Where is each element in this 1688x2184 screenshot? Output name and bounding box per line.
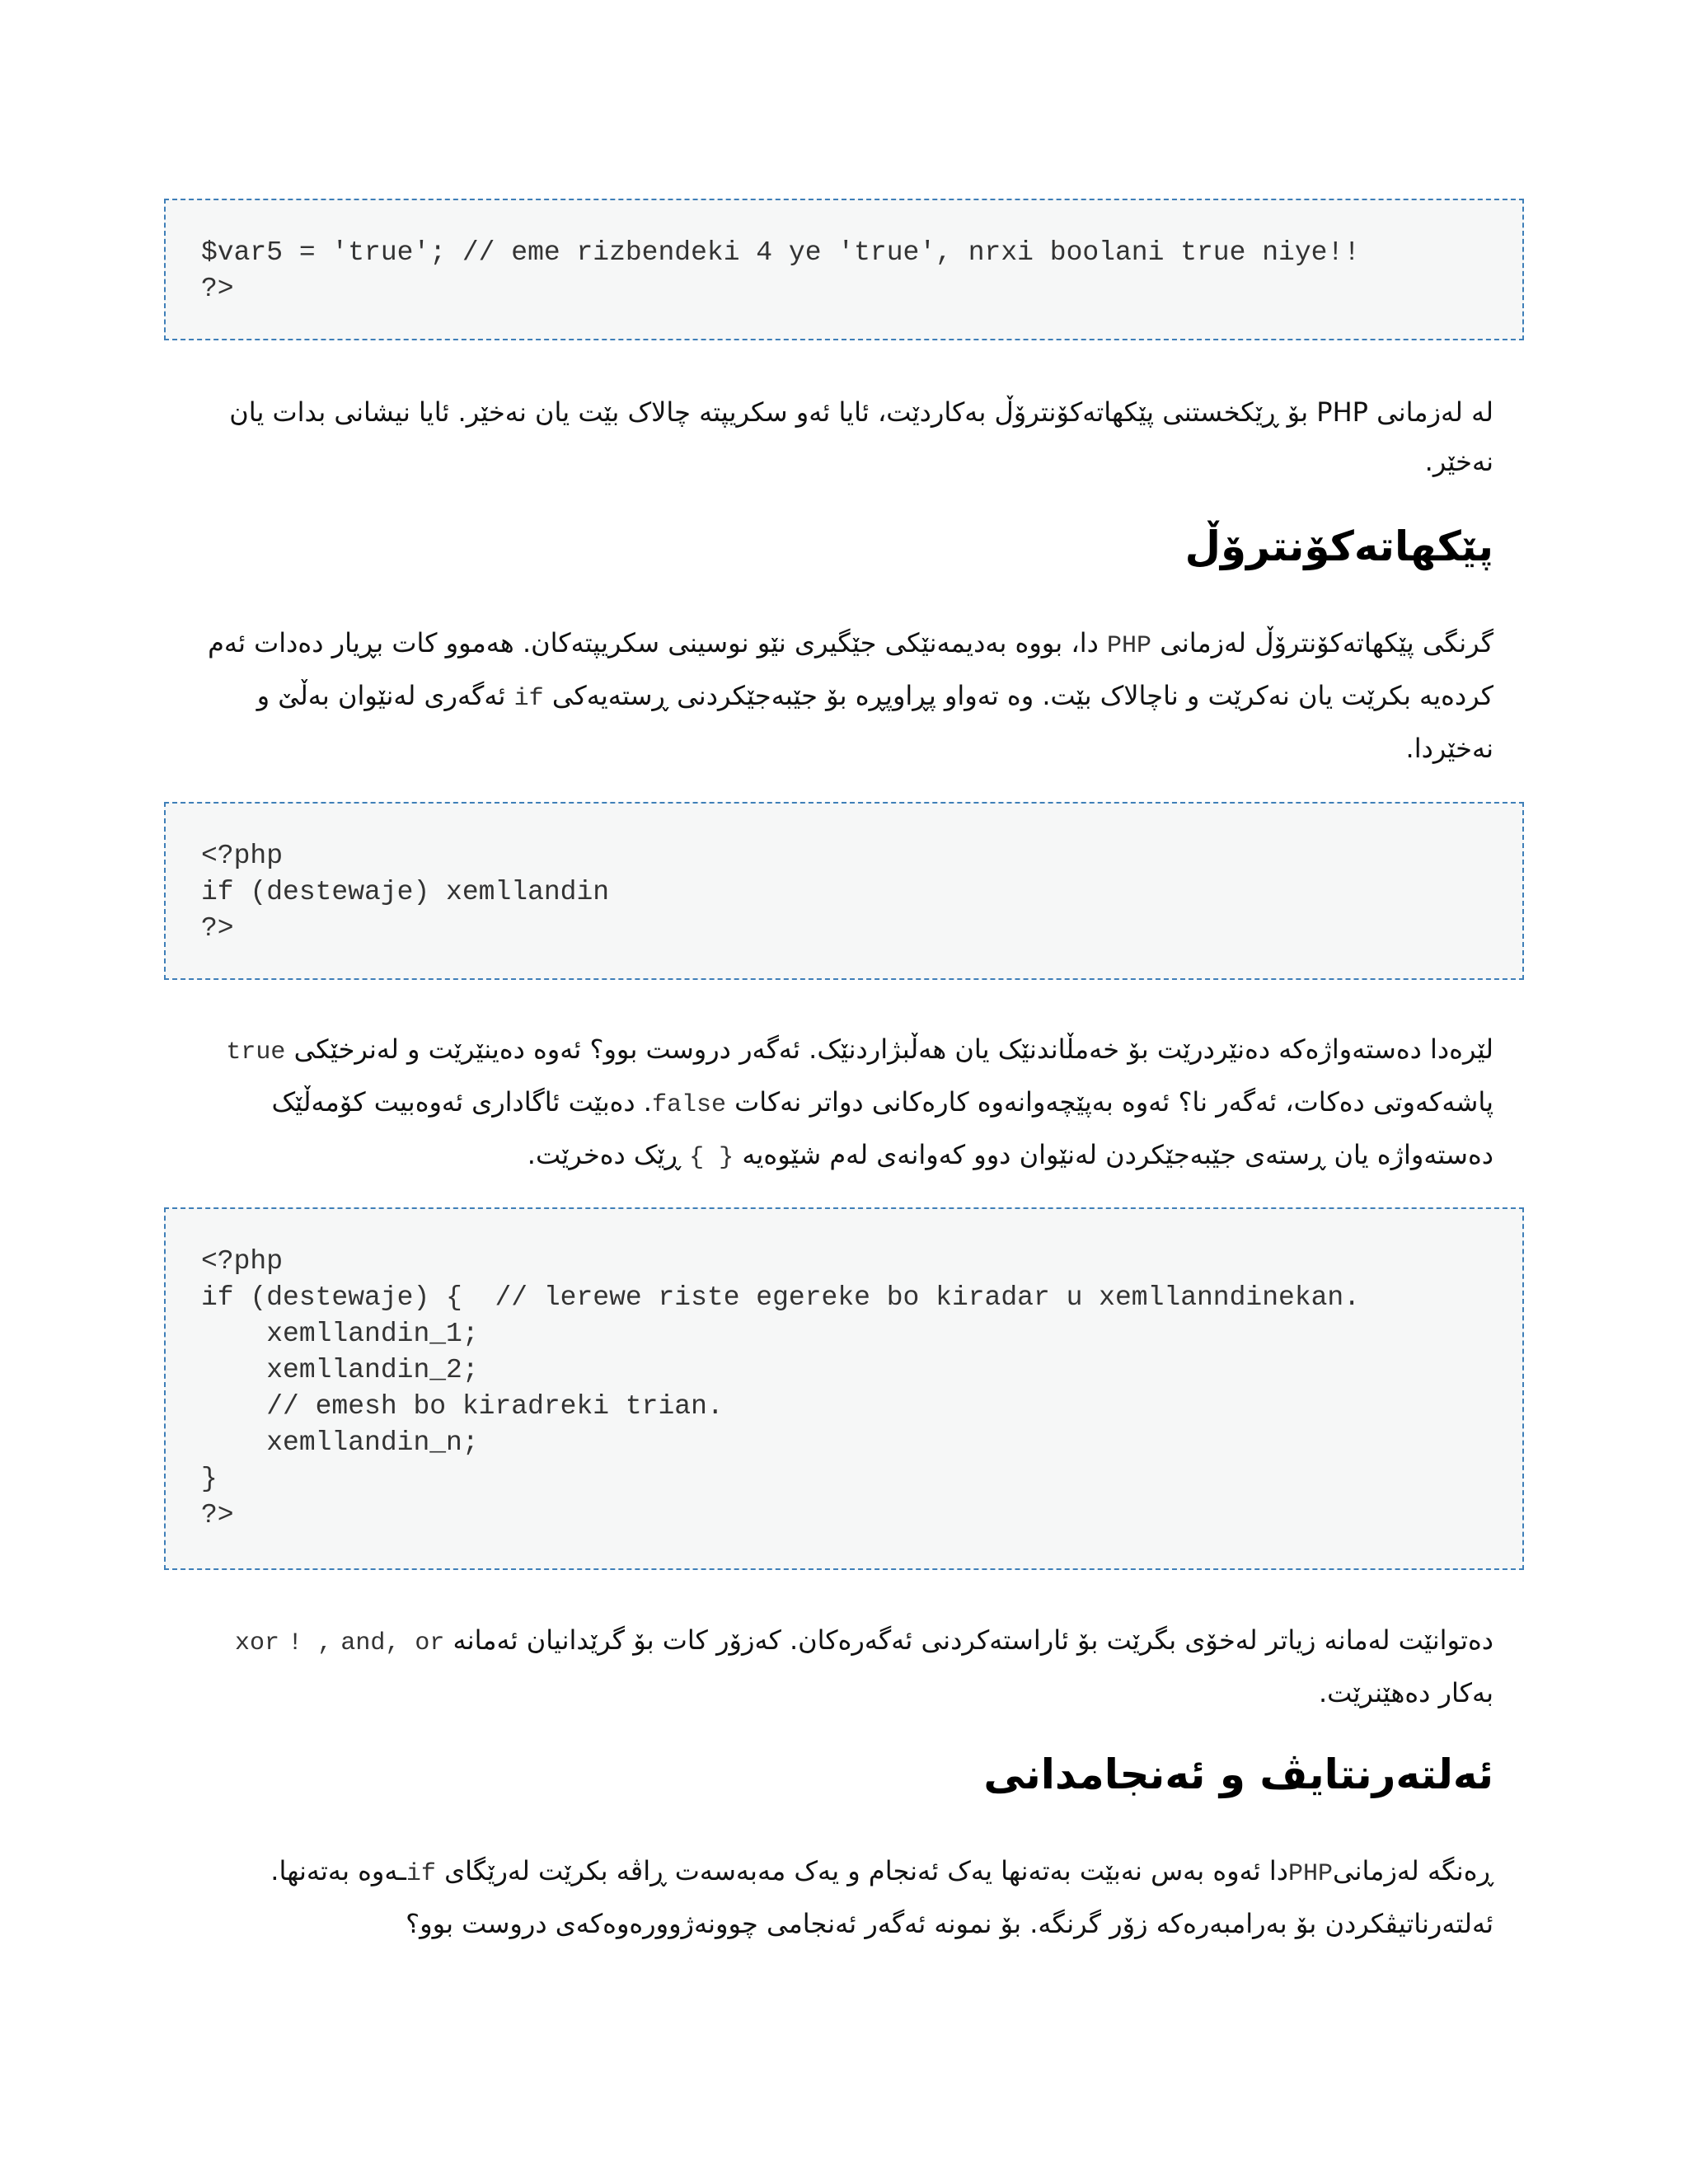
code-line: } — [201, 1464, 218, 1494]
inline-code: if — [406, 1860, 436, 1888]
code-line: if (destewaje) { // lerewe riste egereke bo kiradar u xemllanndinekan. — [201, 1282, 1361, 1313]
code-line: <?php — [201, 841, 284, 871]
code-line: xemllandin_n; — [201, 1427, 479, 1458]
code-line: xemllandin_1; — [201, 1319, 479, 1349]
paragraph-text: بەکار دەهێنرێت. — [1318, 1677, 1493, 1708]
inline-code: if — [513, 685, 544, 713]
paragraph-text: . دەبێت ئاگاداری ئەوەبیت کۆمەڵێک دەستەواژە یان ڕستەی جێبەجێکردن لەنێوان دوو کەوانەی لەم شێوەیە — [271, 1086, 1493, 1170]
paragraph-text: دەتوانێت لەمانە زیاتر لەخۆی بگرێت بۆ ئاراستەکردنی ئەگەرەکان. کەزۆر کات بۆ گرێدانیان ئەمانە — [444, 1624, 1493, 1656]
paragraph-text: ئەگەری لەنێوان بەڵێ و نەخێردا. — [256, 680, 1493, 764]
code-block-2 — [164, 802, 1524, 980]
inline-code: PHP — [1287, 1860, 1333, 1888]
code-line: xemllandin_2; — [201, 1355, 479, 1385]
inline-code: and, or — [340, 1629, 445, 1657]
paragraph-text: دا، بووە بەدیمەنێکی جێگیری نێو نوسینی سکریپتەکان. هەموو کات بڕیار دەدات ئەم کردەیە بکرێت یان نەکرێت و ناچالاک بێت. وە تەواو پڕاوپڕە بۆ جێبەجێکردنی ڕستەیەکی — [208, 627, 1493, 711]
inline-code: PHP — [1107, 632, 1152, 660]
paragraph-alternatives — [190, 1846, 1493, 1948]
code-block-3 — [164, 1207, 1524, 1570]
code-block-1 — [164, 199, 1524, 340]
paragraph-text: دا ئەوە بەس نەبێت بەتەنها یەک ئەنجام و یەک مەبەسەت ڕاڤە بکرێت لەرێگای — [435, 1855, 1288, 1886]
paragraph-intro — [190, 387, 1493, 486]
section-heading-control-structures: پێکهاتەکۆنترۆڵ — [1184, 523, 1493, 570]
paragraph-text — [279, 1624, 288, 1656]
paragraph-text: لە لەزمانی PHP بۆ ڕێکخستنی پێکهاتەکۆنترۆڵ بەکاردێت، ئایا ئەو سکریپتە چالاک بێت یان نەخێر. ئایا نیشانی بدات یان نەخێر. — [229, 396, 1493, 477]
inline-code: true — [226, 1038, 286, 1066]
paragraph-control-structures — [190, 618, 1493, 773]
code-line: <?php — [201, 1246, 284, 1277]
code-line: ?> — [201, 1500, 234, 1530]
code-line: $var5 = 'true'; // eme rizbendeki 4 ye 'true', nrxi boolani true niye!! — [201, 237, 1361, 268]
inline-code: { } — [689, 1144, 734, 1172]
paragraph-text: لێرەدا دەستەواژەکە دەنێردرێت بۆ خەمڵاندنێک یان هەڵبژاردنێک. ئەگەر دروست بوو؟ ئەوە دەینێرێت و لەنرخێکی — [285, 1033, 1493, 1065]
inline-code: xor — [234, 1629, 279, 1657]
code-line: // emesh bo kiradreki trian. — [201, 1391, 724, 1422]
paragraph-expression — [190, 1024, 1493, 1183]
section-heading-alternatives: ئەلتەرنتایڤ و ئەنجامدانی — [983, 1750, 1493, 1798]
paragraph-text — [332, 1624, 340, 1656]
paragraph-text: پاشەکەوتی دەکات، ئەگەر نا؟ ئەوە بەپێچەوانەوە کارەکانی دواتر نەکات — [725, 1086, 1493, 1118]
code-line: ?> — [201, 913, 234, 944]
paragraph-text: ـەوە بەتەنها. ئەلتەرناتیڤکردن بۆ بەرامبەرەکە زۆر گرنگە. بۆ نمونە ئەگەر ئەنجامی چوونەژوورەوەکەی دروست بوو؟ — [270, 1855, 1493, 1939]
paragraph-text: ڕێک دەخرێت. — [527, 1139, 690, 1170]
paragraph-operators — [190, 1615, 1493, 1718]
inline-code: false — [651, 1091, 726, 1119]
code-line: if (destewaje) xemllandin — [201, 877, 610, 907]
code-line: ?> — [201, 274, 234, 304]
paragraph-text: گرنگی پێکهاتەکۆنترۆڵ لەزمانی — [1151, 627, 1493, 658]
inline-code: ! , — [288, 1629, 333, 1657]
paragraph-text: ڕەنگە لەزمانی — [1332, 1855, 1493, 1886]
